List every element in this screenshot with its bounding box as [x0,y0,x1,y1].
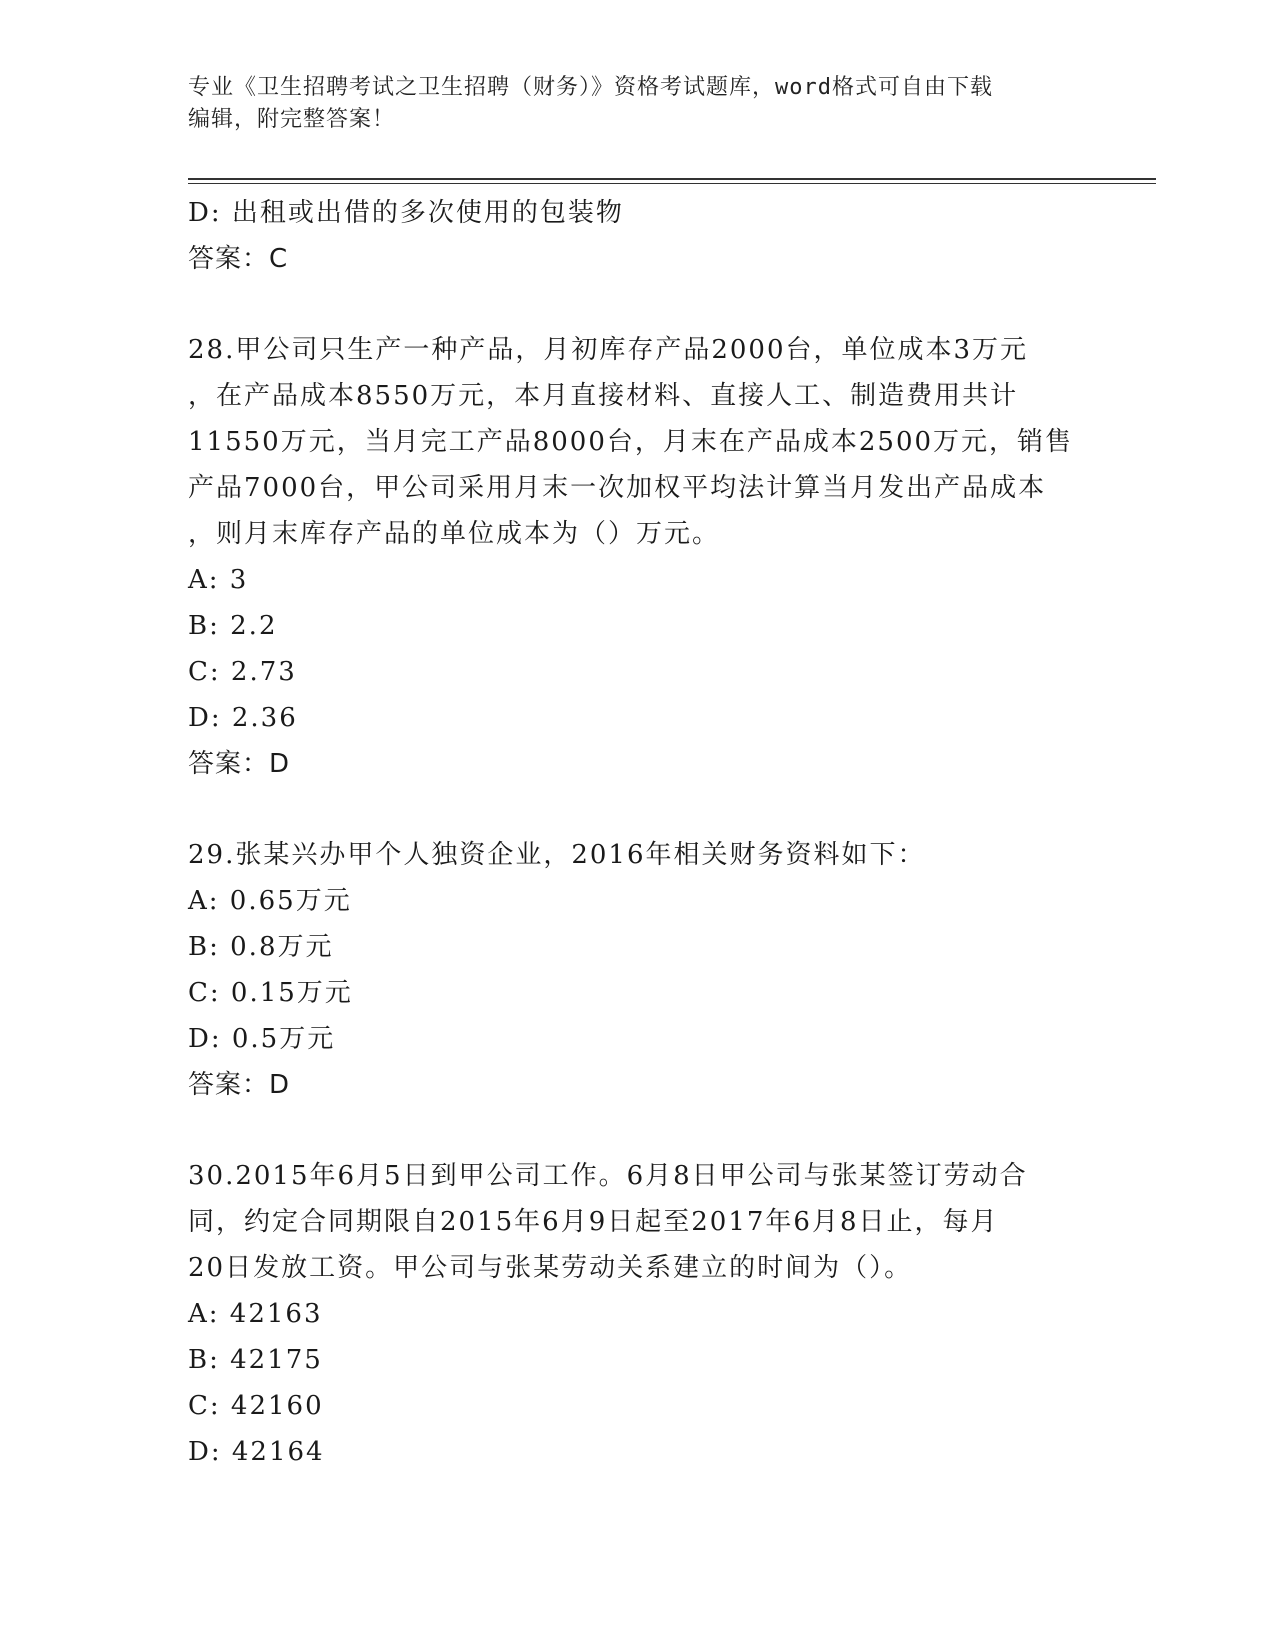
question-stem-line: 20日发放工资。甲公司与张某劳动关系建立的时间为（）。 [188,1253,913,1283]
question-stem-line: 28.甲公司只生产一种产品，月初库存产品2000台，单位成本3万元 [188,335,1029,365]
spacer [188,1108,1088,1153]
question-30 [188,1153,1088,1475]
option-c: C: 0.15万元 [188,978,353,1008]
header-divider-thin [188,183,1156,184]
answer-label: 答案：D [188,1070,291,1100]
question-stem-line: ，则月末库存产品的单位成本为（）万元。 [188,519,721,549]
spacer [188,787,1088,832]
question-stem-line: 29.张某兴办甲个人独资企业，2016年相关财务资料如下： [188,840,926,870]
answer-label: 答案：D [188,749,291,779]
document-body [188,190,1088,1475]
question-stem-line: ，在产品成本8550万元，本月直接材料、直接人工、制造费用共计 [188,381,1019,411]
question-29 [188,832,1088,1108]
option-d: D: 出租或出借的多次使用的包装物 [188,198,624,228]
option-d: D: 2.36 [188,703,298,733]
option-b: B: 2.2 [188,611,278,641]
header-line-2: 编辑，附完整答案！ [188,107,396,132]
option-a: A: 42163 [188,1299,323,1329]
question-stem-line: 11550万元，当月完工产品8000台，月末在产品成本2500万元，销售 [188,427,1074,457]
question-28 [188,327,1088,787]
spacer [188,282,1088,327]
option-a: A: 0.65万元 [188,886,352,916]
option-d: D: 0.5万元 [188,1024,336,1054]
page-header [188,72,1088,136]
option-b: B: 0.8万元 [188,932,334,962]
answer-label: 答案：C [188,244,289,274]
header-divider [188,178,1156,180]
question-27-tail [188,190,1088,282]
option-a: A: 3 [188,565,249,595]
question-stem-line: 产品7000台，甲公司采用月末一次加权平均法计算当月发出产品成本 [188,473,1047,503]
option-d: D: 42164 [188,1437,325,1467]
header-line-1: 专业《卫生招聘考试之卫生招聘（财务）》资格考试题库，word格式可自由下载 [188,75,993,100]
option-b: B: 42175 [188,1345,323,1375]
option-c: C: 42160 [188,1391,324,1421]
option-c: C: 2.73 [188,657,297,687]
question-stem-line: 同，约定合同期限自2015年6月9日起至2017年6月8日止，每月 [188,1207,999,1237]
question-stem-line: 30.2015年6月5日到甲公司工作。6月8日甲公司与张某签订劳动合 [188,1161,1028,1191]
